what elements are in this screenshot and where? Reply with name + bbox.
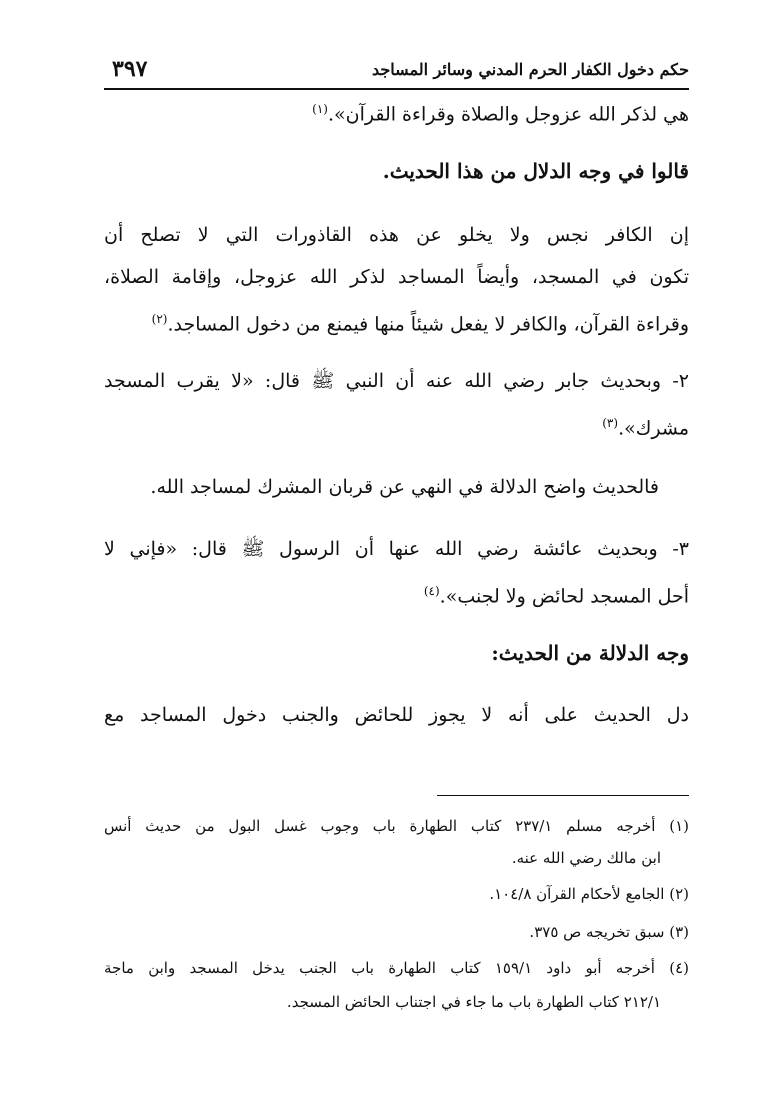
header-title: حكم دخول الكفار الحرم المدني وسائر المساجد — [372, 60, 689, 79]
body-line: تكون في المسجد، وأيضاً المساجد لذكر الله عزوجل، وإقامة الصلاة، — [104, 266, 689, 288]
header-rule — [104, 88, 689, 90]
body-line: وقراءة القرآن، والكافر لا يفعل شيئاً منها فيمنع من دخول المساجد.$^{(٢)}$ — [151, 312, 689, 336]
footnote-line: ٢١٢/١ كتاب الطهارة باب ما جاء في اجتناب الحائض المسجد. — [286, 993, 661, 1011]
body-line: إن الكافر نجس ولا يخلو عن هذه القاذورات التي لا تصلح أن — [104, 224, 689, 246]
body-line: دل الحديث على أنه لا يجوز للحائض والجنب دخول المساجد مع — [104, 704, 689, 726]
footnote-line: (٤) أخرجه أبو داود ١٥٩/١ كتاب الطهارة باب الجنب يدخل المسجد وابن ماجة — [104, 959, 689, 977]
footnote-ref: (٤) — [423, 584, 440, 598]
body-line: ٢- وبحديث جابر رضي الله عنه أن النبي ﷺ قال: «لا يقرب المسجد — [104, 370, 689, 392]
section-heading: وجه الدلالة من الحديث: — [491, 641, 689, 665]
page-number: ٣٩٧ — [112, 56, 148, 82]
body-line: ٣- وبحديث عائشة رضي الله عنها أن الرسول ﷺ قال: «فإني لا — [104, 538, 689, 560]
footnote-line: ابن مالك رضي الله عنه. — [511, 849, 661, 867]
footnote-line: (٣) سبق تخريجه ص ٣٧٥. — [529, 923, 689, 941]
running-header — [104, 56, 689, 90]
body-line: مشرك».$^{(٣)}$ — [602, 416, 689, 440]
footnote-line: (١) أخرجه مسلم ٢٣٧/١ كتاب الطهارة باب وجوب غسل البول من حديث أنس — [104, 817, 689, 835]
body-line: فالحديث واضح الدلالة في النهي عن قربان المشرك لمساجد الله. — [150, 476, 659, 498]
footnote-ref: (٢) — [151, 312, 168, 326]
body-line: أحل المسجد لحائض ولا لجنب».$^{(٤)}$ — [423, 584, 689, 608]
footnote-ref: (٣) — [602, 416, 619, 430]
footnote-rule — [437, 795, 689, 796]
footnote-line: (٢) الجامع لأحكام القرآن ١٠٤/٨. — [489, 885, 689, 903]
section-heading: قالوا في وجه الدلال من هذا الحديث. — [382, 159, 689, 183]
footnote-ref: (١) — [312, 102, 328, 116]
body-line: هي لذكر الله عزوجل والصلاة وقراءة القرآن».$^{(١)}$ — [312, 102, 689, 126]
